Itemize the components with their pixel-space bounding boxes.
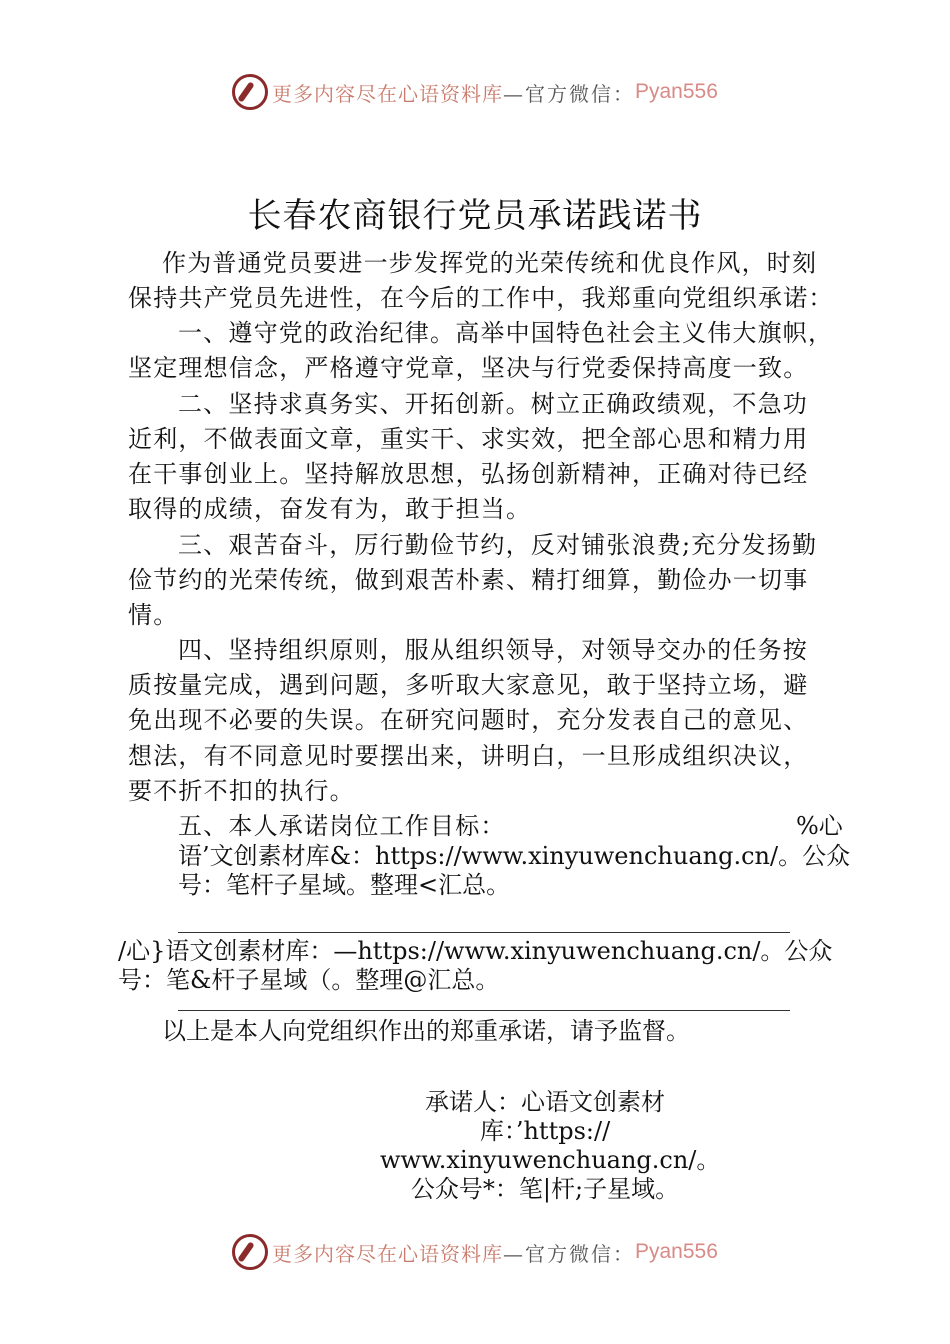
item5-tail: %心 xyxy=(796,812,843,840)
filler-line: 号：笔&杆子星域（。整理@汇总。 xyxy=(118,966,500,994)
body-line: 作为普通党员要进一步发挥党的光荣传统和优良作风，时刻 xyxy=(162,249,818,277)
body-line: 近利，不做表面文章，重实干、求实效，把全部心思和精力用 xyxy=(128,425,809,453)
body-line: 四、坚持组织原则，服从组织领导，对领导交办的任务按 xyxy=(178,636,808,664)
body-line: 在干事创业上。坚持解放思想，弘扬创新精神，正确对待已经 xyxy=(128,460,809,488)
watermark-handle: Pyan556 xyxy=(635,80,718,103)
signature-line: 库：’https:// xyxy=(479,1117,611,1145)
body-line: 俭节约的光荣传统，做到艰苦朴素、精打细算，勤俭办一切事 xyxy=(128,566,809,594)
closing-statement: 以上是本人向党组织作出的郑重承诺，请予监督。 xyxy=(162,1017,690,1045)
divider-line xyxy=(178,932,790,933)
watermark-text: 更多内容尽在心语资料库 xyxy=(272,81,503,106)
signature-line: 承诺人：心语文创素材 xyxy=(425,1088,665,1116)
body-line: 情。 xyxy=(128,601,179,629)
filler-line: /心}语文创素材库：—https://www.xinyuwenchuang.cn/。公众 xyxy=(118,937,833,965)
watermark-wechat-label: —官方微信： xyxy=(503,1241,635,1266)
logo-icon xyxy=(232,74,268,110)
signature-line: www.xinyuwenchuang.cn/。 xyxy=(380,1146,721,1174)
body-line: 要不折不扣的执行。 xyxy=(128,777,355,805)
item5-line: 号：笔杆子星域。整理<汇总。 xyxy=(178,871,511,899)
body-line: 三、艰苦奋斗，厉行勤俭节约，反对铺张浪费;充分发扬勤 xyxy=(178,531,818,559)
body-line: 保持共产党员先进性，在今后的工作中，我郑重向党组织承诺： xyxy=(128,284,834,312)
body-line: 一、遵守党的政治纪律。高举中国特色社会主义伟大旗帜， xyxy=(178,319,834,347)
body-line: 二、坚持求真务实、开拓创新。树立正确政绩观，不急功 xyxy=(178,390,808,418)
item5-line: 语’文创素材库&：https://www.xinyuwenchuang.cn/。公众 xyxy=(178,842,851,870)
watermark-footer xyxy=(232,1232,718,1272)
item5-label: 五、本人承诺岗位工作目标： xyxy=(178,812,506,840)
divider-line xyxy=(178,1010,790,1011)
body-line: 坚定理想信念，严格遵守党章，坚决与行党委保持高度一致。 xyxy=(128,354,809,382)
watermark-handle: Pyan556 xyxy=(635,1240,718,1263)
body-line: 免出现不必要的失误。在研究问题时，充分发表自己的意见、 xyxy=(128,706,809,734)
body-line: 质按量完成，遇到问题，多听取大家意见，敢于坚持立场，避 xyxy=(128,671,809,699)
watermark-wechat-label: —官方微信： xyxy=(503,81,635,106)
body-line: 想法，有不同意见时要摆出来，讲明白，一旦形成组织决议， xyxy=(128,742,809,770)
watermark-header xyxy=(232,72,718,112)
logo-icon xyxy=(232,1234,268,1270)
watermark-text: 更多内容尽在心语资料库 xyxy=(272,1241,503,1266)
body-line: 取得的成绩，奋发有为，敢于担当。 xyxy=(128,495,532,523)
document-title: 长春农商银行党员承诺践诺书 xyxy=(247,196,703,236)
signature-line: 公众号*：笔|杆;子星域。 xyxy=(410,1175,680,1203)
